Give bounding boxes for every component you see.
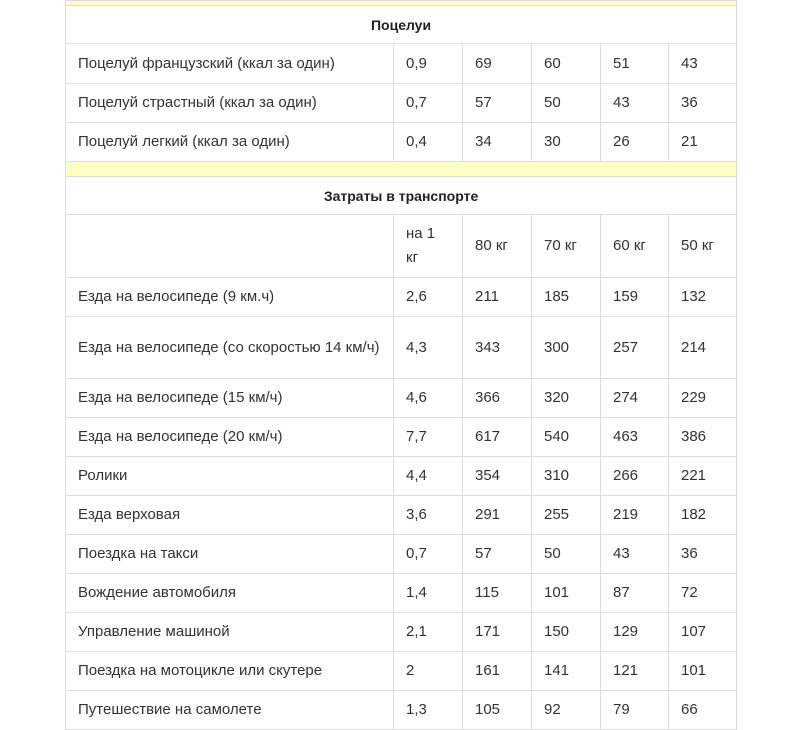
table-row — [66, 535, 737, 574]
cell-50kg: 66 — [669, 691, 737, 730]
cell-70kg: 92 — [532, 691, 601, 730]
table-row — [66, 317, 737, 379]
row-name: Езда на велосипеде (15 км/ч) — [66, 379, 394, 418]
cell-80kg: 171 — [463, 613, 532, 652]
cell-60kg: 159 — [601, 278, 669, 317]
calorie-table — [65, 0, 737, 730]
cell-80kg: 211 — [463, 278, 532, 317]
table-row — [66, 123, 737, 162]
cell-per-kg: 4,6 — [394, 379, 463, 418]
row-name: Путешествие на самолете — [66, 691, 394, 730]
cell-60kg: 266 — [601, 457, 669, 496]
cell-80kg: 69 — [463, 44, 532, 84]
cell-60kg: 43 — [601, 84, 669, 123]
cell-per-kg: 4,3 — [394, 317, 463, 379]
cell-50kg: 386 — [669, 418, 737, 457]
cell-per-kg: 2 — [394, 652, 463, 691]
row-name: Поцелуй французский (ккал за один) — [66, 44, 394, 84]
row-name: Управление машиной — [66, 613, 394, 652]
cell-80kg: 354 — [463, 457, 532, 496]
table-row — [66, 44, 737, 84]
cell-per-kg: 7,7 — [394, 418, 463, 457]
cell-per-kg: 4,4 — [394, 457, 463, 496]
cell-per-kg: 1,3 — [394, 691, 463, 730]
cell-70kg: 101 — [532, 574, 601, 613]
cell-60kg: 463 — [601, 418, 669, 457]
cell-60kg: 26 — [601, 123, 669, 162]
cell-50kg: 132 — [669, 278, 737, 317]
cell-80kg: 34 — [463, 123, 532, 162]
calorie-table-container — [65, 0, 736, 730]
header-70kg: 70 кг — [532, 215, 601, 278]
row-name: Езда на велосипеде (со скоростью 14 км/ч) — [66, 317, 394, 379]
section-title-transport: Затраты в транспорте — [66, 177, 737, 215]
cell-per-kg: 1,4 — [394, 574, 463, 613]
row-name: Вождение автомобиля — [66, 574, 394, 613]
cell-50kg: 36 — [669, 84, 737, 123]
cell-70kg: 540 — [532, 418, 601, 457]
cell-70kg: 141 — [532, 652, 601, 691]
cell-80kg: 366 — [463, 379, 532, 418]
cell-per-kg: 0,7 — [394, 535, 463, 574]
cell-70kg: 255 — [532, 496, 601, 535]
cell-per-kg: 0,4 — [394, 123, 463, 162]
cell-70kg: 185 — [532, 278, 601, 317]
cell-80kg: 161 — [463, 652, 532, 691]
cell-60kg: 274 — [601, 379, 669, 418]
row-name: Ролики — [66, 457, 394, 496]
table-row — [66, 379, 737, 418]
cell-60kg: 121 — [601, 652, 669, 691]
cell-per-kg: 0,7 — [394, 84, 463, 123]
cell-60kg: 51 — [601, 44, 669, 84]
cell-70kg: 50 — [532, 84, 601, 123]
table-header-row — [66, 215, 737, 278]
cell-per-kg: 2,6 — [394, 278, 463, 317]
row-name: Езда верховая — [66, 496, 394, 535]
cell-80kg: 343 — [463, 317, 532, 379]
cell-50kg: 101 — [669, 652, 737, 691]
cell-60kg: 87 — [601, 574, 669, 613]
table-row — [66, 691, 737, 730]
table-row — [66, 574, 737, 613]
cell-70kg: 320 — [532, 379, 601, 418]
cell-80kg: 291 — [463, 496, 532, 535]
table-row — [66, 278, 737, 317]
header-60kg: 60 кг — [601, 215, 669, 278]
cell-70kg: 310 — [532, 457, 601, 496]
cell-50kg: 36 — [669, 535, 737, 574]
table-row — [66, 496, 737, 535]
cell-80kg: 105 — [463, 691, 532, 730]
cell-60kg: 43 — [601, 535, 669, 574]
header-50kg: 50 кг — [669, 215, 737, 278]
row-name: Поцелуй легкий (ккал за один) — [66, 123, 394, 162]
table-row — [66, 613, 737, 652]
row-name: Езда на велосипеде (20 км/ч) — [66, 418, 394, 457]
cell-50kg: 221 — [669, 457, 737, 496]
cell-60kg: 219 — [601, 496, 669, 535]
cell-70kg: 30 — [532, 123, 601, 162]
cell-50kg: 229 — [669, 379, 737, 418]
cell-50kg: 21 — [669, 123, 737, 162]
header-per-kg: на 1 кг — [394, 215, 463, 278]
section-title-kisses: Поцелуи — [66, 6, 737, 44]
row-name: Поездка на такси — [66, 535, 394, 574]
cell-50kg: 43 — [669, 44, 737, 84]
cell-50kg: 214 — [669, 317, 737, 379]
cell-80kg: 617 — [463, 418, 532, 457]
cell-per-kg: 2,1 — [394, 613, 463, 652]
cell-80kg: 57 — [463, 535, 532, 574]
cell-80kg: 57 — [463, 84, 532, 123]
cell-per-kg: 3,6 — [394, 496, 463, 535]
cell-per-kg: 0,9 — [394, 44, 463, 84]
cell-50kg: 72 — [669, 574, 737, 613]
cell-60kg: 129 — [601, 613, 669, 652]
row-name: Езда на велосипеде (9 км.ч) — [66, 278, 394, 317]
table-row — [66, 84, 737, 123]
cell-60kg: 257 — [601, 317, 669, 379]
cell-80kg: 115 — [463, 574, 532, 613]
table-row — [66, 418, 737, 457]
table-row — [66, 457, 737, 496]
cell-70kg: 50 — [532, 535, 601, 574]
cell-70kg: 300 — [532, 317, 601, 379]
row-name: Поцелуй страстный (ккал за один) — [66, 84, 394, 123]
cell-70kg: 60 — [532, 44, 601, 84]
cell-50kg: 182 — [669, 496, 737, 535]
cell-50kg: 107 — [669, 613, 737, 652]
table-row — [66, 652, 737, 691]
header-80kg: 80 кг — [463, 215, 532, 278]
header-name — [66, 215, 394, 278]
cell-70kg: 150 — [532, 613, 601, 652]
section-band — [66, 162, 737, 177]
cell-60kg: 79 — [601, 691, 669, 730]
row-name: Поездка на мотоцикле или скутере — [66, 652, 394, 691]
